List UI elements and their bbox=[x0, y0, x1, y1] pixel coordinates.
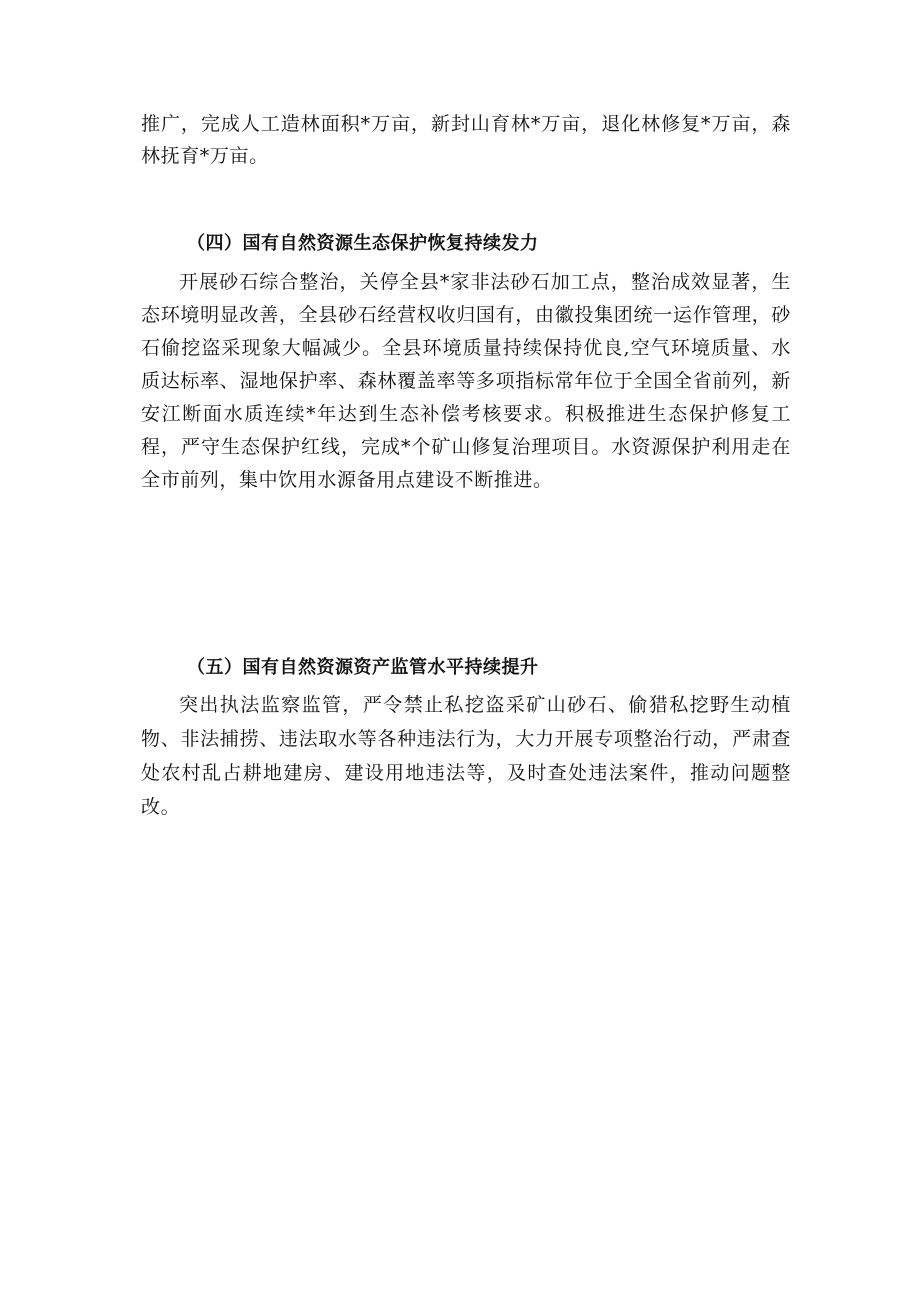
section-heading-4: （四）国有自然资源生态保护恢复持续发力 bbox=[187, 233, 539, 254]
paragraph-asset-supervision: 突出执法监察监管，严令禁止私挖盗采矿山砂石、偷猎私挖野生动植物、非法捕捞、违法取水等各种违法行为，大力开展专项整治行动，严肃查处农村乱占耕地建房、建设用地违法等，及时查处违法案件，推动问题整改。 bbox=[141, 694, 791, 818]
paragraph-ecological-protection: 开展砂石综合整治，关停全县*家非法砂石加工点，整治成效显著，生态环境明显改善，全县砂石经营权收归国有，由徽投集团统一运作管理，砂石偷挖盗采现象大幅减少。全县环境质量持续保持优良,空气环境质量、水质达标率、湿地保护率、森林覆盖率等多项指标常年位于全国全省前列，新安江断面水质连续*年达到生态补偿考核要求。积极推进生态保护修复工程，严守生态保护红线，完成*个矿山修复治理项目。水资源保护利用走在全市前列，集中饮用水源备用点建设不断推进。 bbox=[141, 271, 791, 491]
paragraph-continued: 推广，完成人工造林面积*万亩，新封山育林*万亩，退化林修复*万亩，森林抚育*万亩。 bbox=[141, 113, 791, 167]
section-heading-5: （五）国有自然资源资产监管水平持续提升 bbox=[187, 657, 539, 678]
